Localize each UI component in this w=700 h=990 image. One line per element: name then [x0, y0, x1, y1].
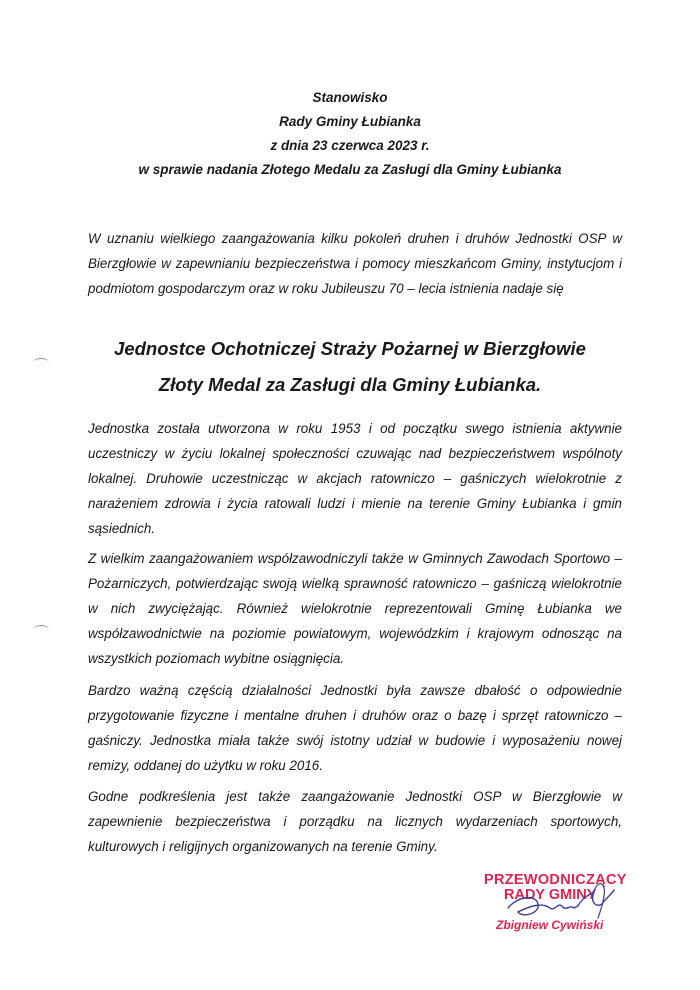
- header-date: z dnia 23 czerwca 2023 r.: [270, 138, 430, 153]
- body-paragraph-4: Godne podkreślenia jest także zaangażowanie Jednostki OSP w Bierzgłowie w zapewnienie bezpieczeństwa i porządku na licznych wydarzeniach sportowych, kulturowych i religijnych organizowanych na terenie Gminy.: [88, 789, 622, 854]
- stamp-title-line2: RADY GMINY: [504, 887, 597, 903]
- signature-stamp: [478, 868, 648, 948]
- intro-paragraph: W uznaniu wielkiego zaangażowania kilku pokoleń druhen i druhów Jednostki OSP w Bierzgłowie w zapewnianiu bezpieczeństwa i pomocy mieszkańcom Gminy, instytucjom i podmiotom gospodarczym oraz w roku Jubileuszu 70 – lecia istnienia nadaje się: [88, 231, 622, 296]
- award-recipient: Jednostce Ochotniczej Straży Pożarnej w Bierzgłowie: [114, 338, 586, 359]
- body-paragraph-2: Z wielkim zaangażowaniem współzawodniczyli także w Gminnych Zawodach Sportowo – Pożarniczych, potwierdzając swoją wielką sprawność ratowniczo – gaśniczą wielokrotnie w nich zwyciężając. Również wielokrotnie reprezentowali Gminę Łubianka we współzawodnictwie na poziomie powiatowym, wojewódzkim i krajowym odnosząc na wszystkich poziomach wybitne osiągnięcia.: [88, 551, 622, 666]
- header-title: Stanowisko: [312, 90, 388, 105]
- body-paragraph-3: Bardzo ważną częścią działalności Jednostki była zawsze dbałość o odpowiednie przygotowanie fizyczne i mentalne druhen i druhów oraz o bazę i sprzęt ratowniczo – gaśniczy. Jednostka miała także swój istotny udział w budowie i wyposażeniu nowej remizy, oddanej do użytku w roku 2016.: [88, 683, 622, 773]
- handwritten-signature: [478, 868, 648, 948]
- header-subject: w sprawie nadania Złotego Medalu za Zasługi dla Gminy Łubianka: [138, 162, 562, 177]
- body-paragraph-1: Jednostka została utworzona w roku 1953 i od początku swego istnienia aktywnie uczestniczy w życiu lokalnej społeczności czuwając nad bezpieczeństwem wspólnoty lokalnej. Druhowie uczestnicząc w akcjach ratowniczo – gaśniczych wielokrotnie z narażeniem zdrowia i życia ratowali ludzi i mienie na terenie Gminy Łubianka i gmin sąsiednich.: [88, 421, 622, 536]
- stamp-signatory-name: Zbigniew Cywiński: [496, 918, 604, 932]
- award-medal: Złoty Medal za Zasługi dla Gminy Łubianka.: [158, 374, 542, 395]
- document-header: [0, 86, 700, 182]
- header-issuer: Rady Gminy Łubianka: [279, 114, 421, 129]
- stamp-title-line1: PRZEWODNICZĄCY: [484, 872, 627, 888]
- punch-hole-mark: [33, 625, 49, 634]
